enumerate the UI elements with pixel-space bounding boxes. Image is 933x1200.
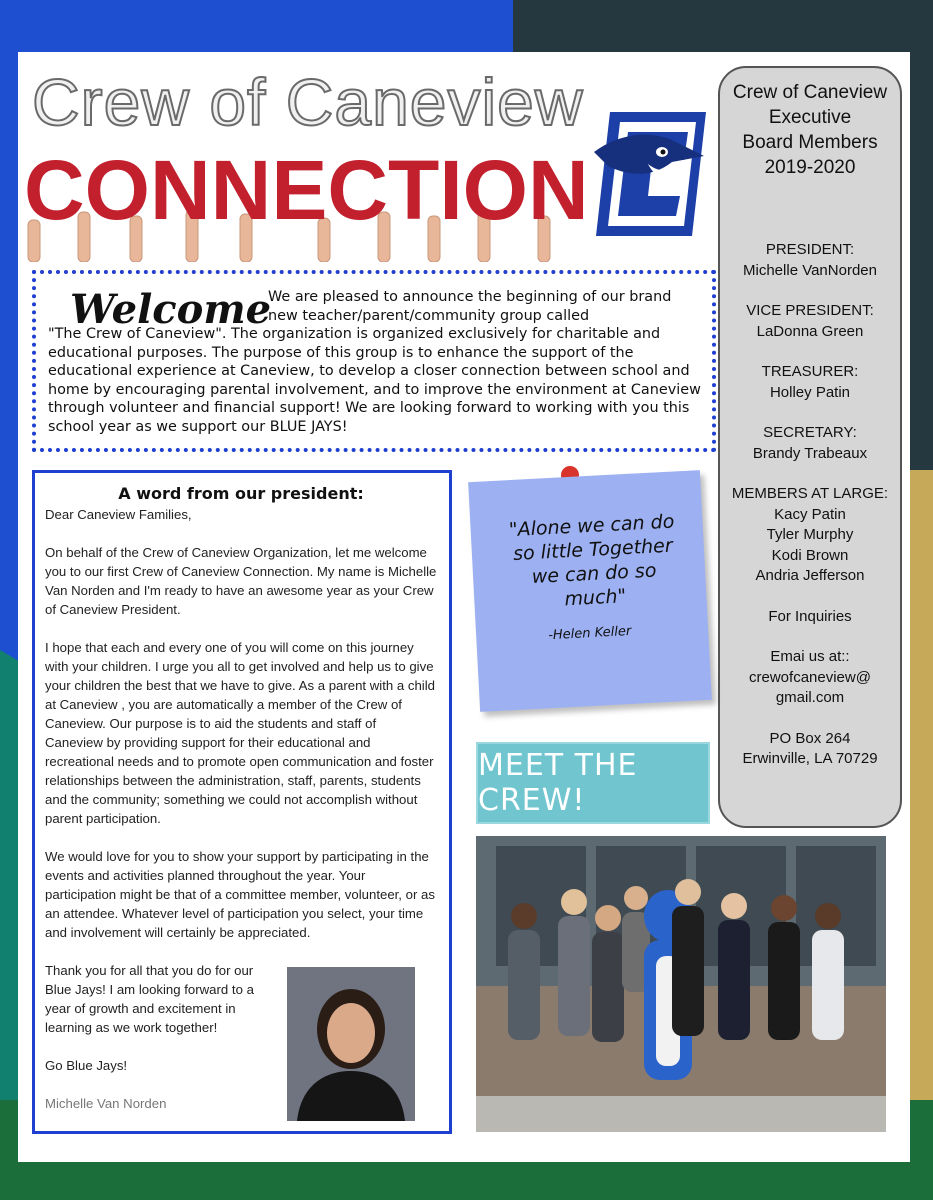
- quote-author: -Helen Keller: [547, 623, 632, 644]
- president-photo: [287, 967, 415, 1121]
- email-entry: [720, 647, 900, 709]
- masthead-title-top: Crew of Caneview: [32, 65, 584, 139]
- quote-text: "Alone we can do so little Together we can do so much": [508, 510, 675, 611]
- newsletter-page: [18, 52, 910, 1162]
- masthead-title-main: CONNECTION: [24, 143, 589, 237]
- letter-greeting: Dear Caneview Families,: [45, 507, 192, 522]
- letter-closing: Go Blue Jays!: [45, 1058, 128, 1073]
- member-name: Andria Jefferson: [755, 567, 865, 584]
- city-state-zip: Erwinville, LA 70729: [742, 750, 878, 767]
- role-label: MEMBERS AT LARGE:: [731, 485, 889, 502]
- inquiries-label: For Inquiries: [768, 607, 852, 625]
- member-name: Kodi Brown: [771, 546, 849, 564]
- letter-paragraph: Thank you for all that you do for our Blue Jays! I am looking forward to a year of growth and excitement in learning as we work together!: [45, 963, 254, 1035]
- role-label: VICE PRESIDENT:: [746, 302, 874, 319]
- email-address-link[interactable]: crewofcaneview@ gmail.com: [749, 668, 871, 706]
- letter-paragraph: I hope that each and every one of you will come on this journey with your children. I urge you all to get involved and help us to give your children the best that we have to give. As a parent with a child at Caneview , you are automatically a member of the Crew of Caneview. Our purpose is to aid the students and staff of Caneview by providing support for their educational and recreational needs and to promote open communication and foster relationships between the administration, staff, parents, students and the community; something we could not accomplish without parent participation.: [45, 640, 435, 826]
- letter-signature: Michelle Van Norden: [45, 1096, 167, 1111]
- member-name: Brandy Trabeaux: [752, 444, 868, 462]
- president-letter: [32, 470, 452, 1134]
- members-at-large-entry: [720, 484, 900, 587]
- board-title: [720, 80, 900, 180]
- welcome-lead-text: We are pleased to announce the beginning of our brand new teacher/parent/community group called: [268, 289, 672, 324]
- member-name: Holley Patin: [769, 383, 851, 401]
- email-label: Emai us at::: [770, 648, 850, 665]
- letter-paragraph: On behalf of the Crew of Caneview Organization, let me welcome you to our first Crew of Caneview Connection. My name is Michelle Van Norden and I'm ready to have an awesome year as your Crew of Caneview President.: [45, 545, 437, 617]
- president-entry: [720, 240, 900, 281]
- secretary-entry: [720, 423, 900, 464]
- board-title-line: Executive: [768, 107, 852, 128]
- member-name: LaDonna Green: [756, 322, 864, 340]
- meet-the-crew-banner: MEET THE CREW!: [476, 742, 710, 824]
- board-title-line: Board Members: [742, 132, 878, 153]
- role-label: PRESIDENT:: [765, 241, 855, 258]
- po-box: PO Box 264: [769, 729, 851, 747]
- executive-board-sidebar: [718, 66, 902, 828]
- role-label: TREASURER:: [761, 363, 859, 380]
- letter-title: A word from our president:: [118, 484, 364, 503]
- welcome-heading: Welcome: [70, 286, 272, 333]
- board-title-line: Crew of Caneview: [732, 82, 888, 103]
- board-title-line: 2019-2020: [764, 157, 856, 178]
- welcome-body-text: "The Crew of Caneview". The organization is organized exclusively for charitable and educational purposes. The purpose of this group is to enhance the support of the educational experience at Caneview, to develop a closer connection between school and home by encouraging parental involvement, and to improve the environment at Caneview through volunteer and financial support! We are looking forward to working with you this school year as we support our BLUE JAYS!: [48, 326, 701, 435]
- member-name: Michelle VanNorden: [743, 261, 877, 279]
- blue-jay-logo-icon: [588, 104, 712, 244]
- member-name: Tyler Murphy: [766, 526, 854, 543]
- crew-group-photo: [476, 836, 886, 1132]
- vice-president-entry: [720, 301, 900, 342]
- member-name: Kacy Patin: [774, 505, 846, 523]
- role-label: SECRETARY:: [763, 424, 857, 441]
- treasurer-entry: [720, 362, 900, 403]
- quote-sticky-note: [468, 470, 712, 712]
- letter-paragraph: We would love for you to show your support by participating in the events and activities planned throughout the year. Your participation might be that of a committee member, volunteer, or as an attendee. Whatever level of participation you select, your time and involvement will certainly be appreciated.: [45, 849, 435, 940]
- mailing-address: [720, 729, 900, 770]
- welcome-section: [32, 270, 716, 452]
